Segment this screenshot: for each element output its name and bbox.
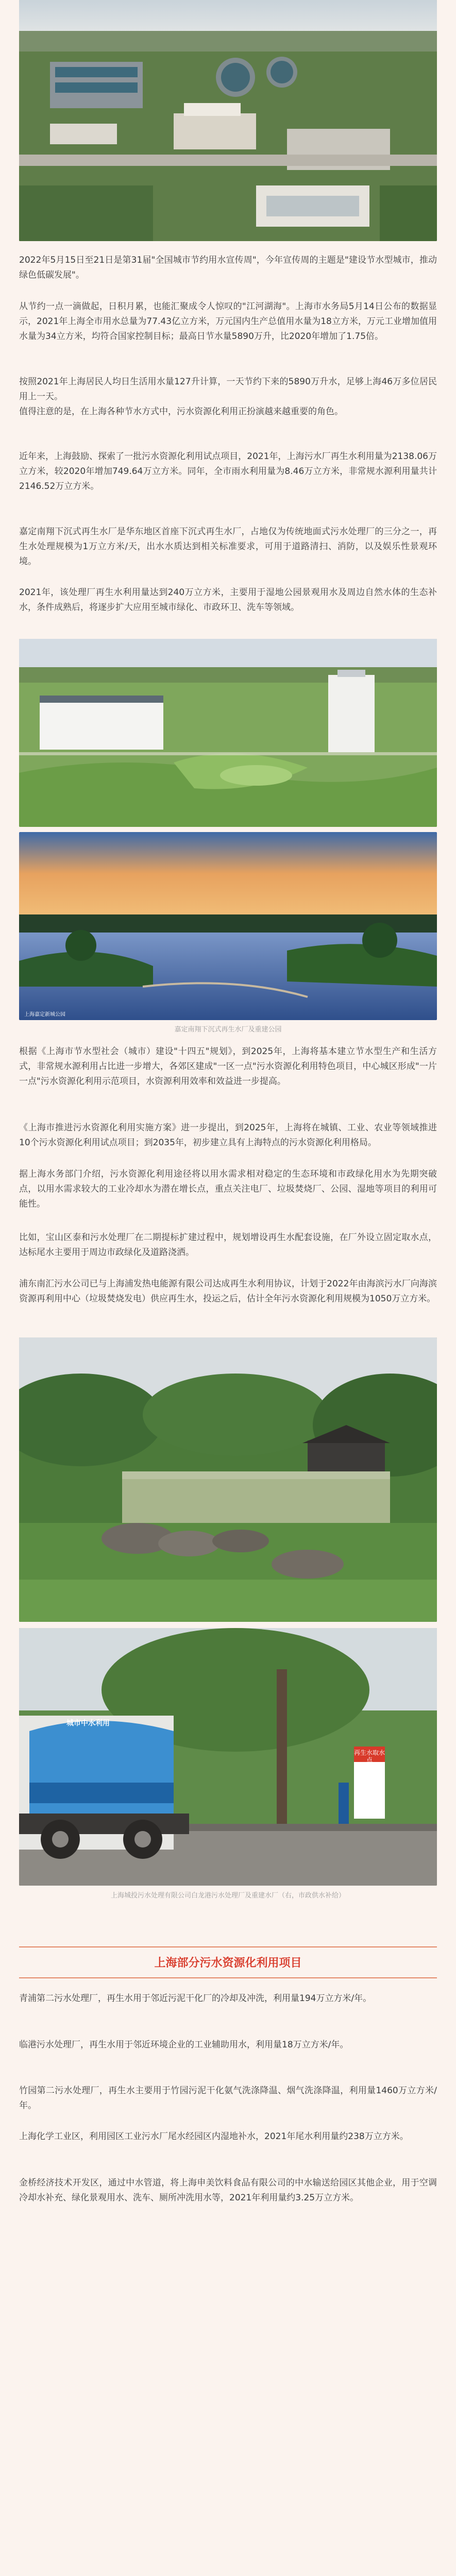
project-jinqiao: 金桥经济技术开发区，通过中水管道，将上海申美饮料食品有限公司的中水输送给园区其他企业，用于空调冷却水补充、绿化景观用水、洗车、厕所冲洗用水等，2021年利用量约3.25万立方米。 (19, 2178, 437, 2203)
garden-pond-photo (19, 1337, 437, 1622)
paragraph-reuse-role: 值得注意的是，在上海各种节水方式中，污水资源化利用正扮演越来越重要的角色。 (19, 406, 343, 417)
garden-pond-image (19, 1337, 437, 1622)
lake-sunset-photo (19, 832, 437, 1020)
paragraph-water-stats: 从节约一点一滴做起，日积月累，也能汇聚成令人惊叹的"江河湖海"。上海市水务局5月14日公布的数据显示，2021年上海全市用水总量为77.43亿立方米，万元国内生产总值用水量为18立方米，万元工业增加值用水量为34立方米，均符合国家控制目标；最高日节水量5890万升，比2020年增加了1.75倍。 (19, 301, 437, 342)
truck-caption: 上海城投污水处理有限公司白龙港污水处理厂及重建水厂（右，市政供水补给） (110, 1892, 345, 1900)
section-divider-bottom (19, 1977, 437, 1978)
project-chemical-park: 上海化学工业区，利用园区工业污水厂尾水经园区内湿地补水，2021年尾水利用量约238万立方米。 (19, 2131, 409, 2142)
section-title: 上海部分污水资源化利用项目 (154, 1957, 302, 1970)
aerial-plant-image (19, 0, 437, 241)
plant-park-photo (19, 639, 437, 827)
paragraph-plant-usage: 2021年，该处理厂再生水利用量达到240万立方米，主要用于湿地公园景观用水及周边自然水体的生态补水，条件成熟后，将逐步扩大应用至城市绿化、市政环卫、洗车等领域。 (19, 587, 437, 613)
paragraph-reuse-pathways: 据上海水务部门介绍，污水资源化利用途径将以用水需求相对稳定的生态环境和市政绿化用水为先期突破点，以用水需求较大的工业冷却水为潜在增长点，重点关注电厂、垃圾焚烧厂、公园、湿地等项目的利用可能性。 (19, 1169, 437, 1209)
paragraph-nanxiang-plant: 嘉定南翔下沉式再生水厂是华东地区首座下沉式再生水厂，占地仅为传统地面式污水处理厂的三分之一，再生水处理规模为1万立方米/天，出水水质达到相关标准要求，可用于道路清扫、消防，以及娱乐性景观环境。 (19, 527, 437, 567)
paragraph-taihe-plant: 比如，宝山区泰和污水处理厂在二期提标扩建过程中，规划增设再生水配套设施，在厂外设立固定取水点，达标尾水主要用于周边市政绿化及道路浇洒。 (19, 1232, 437, 1258)
project-zhuyuan: 竹园第二污水处理厂，再生水主要用于竹园污泥干化氨气洗涤降温、烟气洗涤降温，利用量1460万立方米/年。 (19, 2086, 437, 2111)
paragraph-pilot-projects: 近年来，上海鼓励、探索了一批污水资源化利用试点项目，2021年，上海污水厂再生水利用量为2138.06万立方米，较2020年增加749.64万立方米。同年，全市雨水利用量为8.46万立方米，非常规水源利用量共计2146.52万立方米。 (19, 451, 437, 492)
water-truck-photo (19, 1628, 437, 1886)
project-lingang: 临港污水处理厂，再生水用于邻近环境企业的工业辅助用水，利用量18万立方米/年。 (19, 2040, 349, 2050)
lake-caption: 嘉定南翔下沉式再生水厂及重建公园 (174, 1026, 282, 1033)
sign-text: 再生水取水点 (354, 1749, 385, 1764)
truck-text: 城市中水利用 (66, 1719, 110, 1727)
lake-sunset-image (19, 832, 437, 1020)
plant-park-image (19, 639, 437, 827)
aerial-plant-photo (19, 0, 437, 241)
paragraph-nanhui-agreement: 浦东南汇污水公司已与上海浦发热电能源有限公司达成再生水利用协议，计划于2022年由海滨污水厂向海滨资源再利用中心（垃圾焚烧发电）供应再生水，投运之后，估计全年污水资源化利用规模为1050万立方米。 (19, 1279, 437, 1304)
paragraph-implementation-plan: 《上海市推进污水资源化利用实施方案》进一步提出，到2025年，上海将在城镇、工业、农业等领域推进10个污水资源化利用试点项目；到2035年，初步建立具有上海特点的污水资源化利用格局。 (19, 1123, 437, 1148)
lake-watermark: 上海嘉定新城公园 (24, 1012, 65, 1018)
section-divider-top (19, 1946, 437, 1947)
paragraph-intro: 2022年5月15日至21日是第31届"全国城市节约用水宣传周"，今年宣传周的主题是"建设节水型城市，推动绿色低碳发展"。 (19, 255, 437, 280)
project-qingpu: 青浦第二污水处理厂，再生水用于邻近污泥干化厂的冷却及冲洗，利用量194万立方米/年。 (19, 1993, 372, 2004)
paragraph-residents: 按照2021年上海居民人均日生活用水量127升计算，一天节约下来的5890万升水，足够上海46万多位居民用上一天。 (19, 377, 437, 402)
paragraph-14th-plan: 根据《上海市节水型社会（城市）建设"十四五"规划》，到2025年，上海将基本建立节水型生产和生活方式，非常规水源利用占比进一步增大，各郊区建成"一区一点"污水资源化利用特色项目，中心城区形成"一片一点"污水资源化利用示范项目，水资源利用效率和效益进一步提高。 (19, 1046, 437, 1087)
